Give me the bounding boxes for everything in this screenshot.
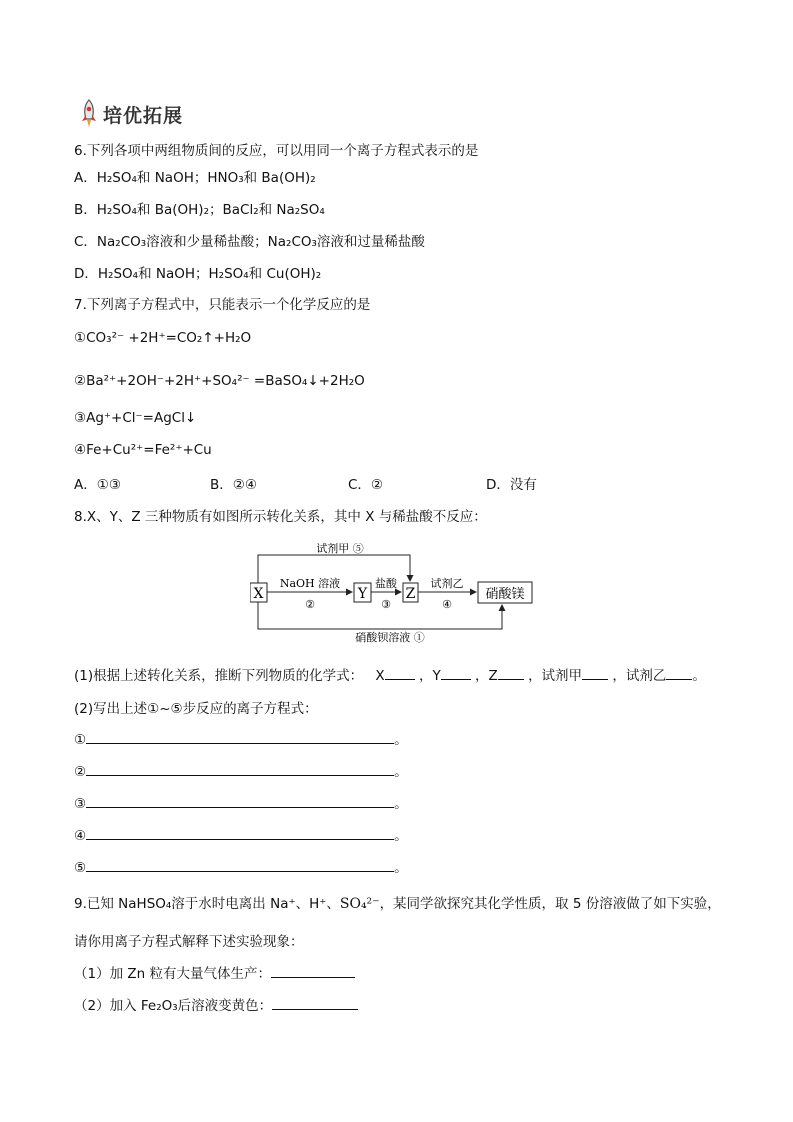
label-step-3: ③ (381, 598, 391, 611)
q9-stem-part-a: 9.已知 NaHSO₄溶于水时电离出 Na⁺、H⁺、 (74, 896, 340, 912)
answer-blank-1[interactable] (86, 729, 394, 744)
blank-line-2-end: 。 (394, 764, 408, 780)
blank-line-5 (74, 856, 408, 876)
box-y-label: Y (357, 586, 368, 602)
blank-line-5-end: 。 (394, 860, 408, 876)
answer-blank-5[interactable] (86, 857, 394, 872)
label-naoh: NaOH 溶液 (279, 577, 341, 590)
answer-blank-y[interactable] (441, 665, 471, 680)
arrow-bottom (258, 602, 502, 629)
q9-sub-1 (74, 962, 355, 982)
q9-sub-1-text: （1）加 Zn 粒有大量气体生产： (74, 966, 271, 982)
section-title: 培优拓展 (103, 104, 184, 127)
blank-line-3 (74, 792, 408, 812)
q7-option-d: D．没有 (486, 477, 537, 493)
answer-blank-2[interactable] (86, 761, 394, 776)
blank-line-4-end: 。 (394, 828, 408, 844)
q7-equation-1: ①CO₃²⁻ +2H⁺=CO₂↑+H₂O (74, 330, 252, 346)
q7-equation-4: ④Fe+Cu²⁺=Fe²⁺+Cu (74, 442, 212, 458)
q8-part1-end: 。 (692, 668, 706, 684)
q6-option-c: C．Na₂CO₃溶液和少量稀盐酸；Na₂CO₃溶液和过量稀盐酸 (74, 234, 425, 250)
rocket-icon (79, 99, 99, 129)
q7-equation-2: ②Ba²⁺+2OH⁻+2H⁺+SO₄²⁻ =BaSO₄↓+2H₂O (74, 373, 365, 389)
q9-sub-2-text: （2）加入 Fe₂O₃后溶液变黄色： (74, 998, 273, 1014)
q9-stem (74, 892, 721, 912)
q9-stem-2: 请你用离子方程式解释下述实验现象： (74, 934, 304, 950)
label-reagent-b: 试剂乙 (430, 577, 464, 590)
label-bottom: 硝酸钡溶液 ① (355, 631, 425, 643)
q8-part1 (74, 664, 706, 684)
answer-blank-3[interactable] (86, 793, 394, 808)
blank-line-2 (74, 760, 408, 780)
blank-line-5-label: ⑤ (74, 860, 87, 876)
q9-sub-2 (74, 994, 358, 1014)
q8-part1-reagent-b: ，试剂乙 (612, 668, 667, 684)
section-logo (79, 98, 183, 130)
q6-stem: 6.下列各项中两组物质间的反应，可以用同一个离子方程式表示的是 (74, 143, 479, 159)
q8-part1-prefix: (1)根据上述转化关系，推断下列物质的化学式： (74, 668, 364, 684)
box-x-label: X (253, 586, 264, 602)
q9-stem-ion: SO₄²⁻ (339, 896, 380, 912)
answer-blank-z[interactable] (498, 665, 524, 680)
blank-line-4-label: ④ (74, 828, 87, 844)
q8-part1-reagent-a: ，试剂甲 (528, 668, 583, 684)
box-z-label: Z (405, 586, 416, 602)
q7-option-a: A．①③ (74, 477, 121, 493)
q6-option-b: B．H₂SO₄和 Ba(OH)₂；BaCl₂和 Na₂SO₄ (74, 202, 325, 218)
blank-line-3-end: 。 (394, 796, 408, 812)
q8-stem: 8.X、Y、Z 三种物质有如图所示转化关系，其中 X 与稀盐酸不反应： (74, 509, 487, 525)
blank-line-2-label: ② (74, 764, 87, 780)
q7-stem: 7.下列离子方程式中，只能表示一个化学反应的是 (74, 297, 371, 313)
blank-line-4 (74, 824, 408, 844)
answer-blank-4[interactable] (86, 825, 394, 840)
q7-option-c: C．② (348, 477, 384, 493)
label-step-4: ④ (442, 598, 452, 611)
q6-option-a: A．H₂SO₄和 NaOH；HNO₃和 Ba(OH)₂ (74, 170, 316, 186)
q8-part2: (2)写出上述①~⑤步反应的离子方程式： (74, 701, 318, 717)
q9-stem-part-b: ，某同学欲探究其化学性质，取 5 份溶液做了如下实验， (379, 896, 721, 912)
answer-blank-q9-2[interactable] (272, 995, 358, 1010)
q7-option-b: B．②④ (210, 477, 257, 493)
q7-equation-3: ③Ag⁺+Cl⁻=AgCl↓ (74, 410, 197, 426)
answer-blank-q9-1[interactable] (271, 963, 355, 978)
label-top: 试剂甲 ⑤ (316, 543, 364, 555)
answer-blank-reagent-a[interactable] (582, 665, 608, 680)
box-product-label: 硝酸镁 (485, 587, 525, 602)
label-step-2: ② (305, 598, 315, 611)
blank-line-3-label: ③ (74, 796, 87, 812)
answer-blank-x[interactable] (385, 665, 415, 680)
conversion-diagram (250, 543, 540, 643)
q8-part1-z: ，Z (475, 668, 498, 684)
blank-line-1-label: ① (74, 732, 87, 748)
label-hcl: 盐酸 (375, 577, 397, 590)
answer-blank-reagent-b[interactable] (666, 665, 692, 680)
q8-part1-x: X (375, 668, 385, 684)
q6-option-d: D．H₂SO₄和 NaOH；H₂SO₄和 Cu(OH)₂ (74, 266, 322, 282)
blank-line-1-end: 。 (394, 732, 408, 748)
q8-part1-y: ，Y (418, 668, 441, 684)
blank-line-1 (74, 728, 408, 748)
